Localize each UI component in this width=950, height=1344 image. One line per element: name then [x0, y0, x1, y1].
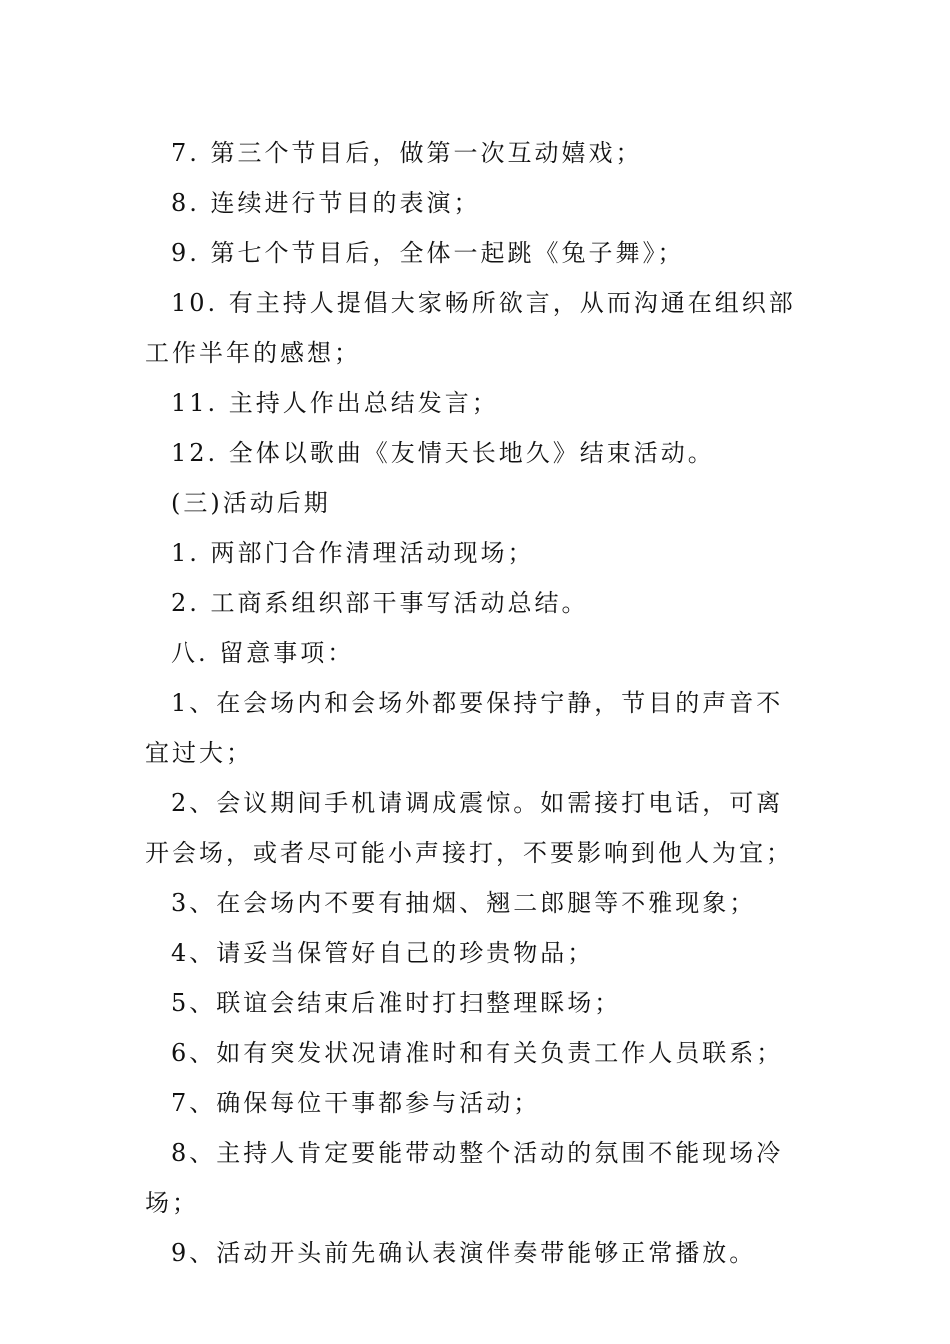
note-item-6: 6、如有突发状况请准时和有关负责工作人员联系； [171, 1039, 784, 1067]
note-item-7: 7、确保每位干事都参与活动； [171, 1089, 541, 1117]
section-heading-notes: 八. 留意事项： [171, 639, 355, 667]
note-item-3: 3、在会场内不要有抽烟、翘二郎腿等不雅现象； [171, 889, 757, 917]
paragraph-post-2: 2. 工商系组织部干事写活动总结。 [171, 589, 589, 617]
document-body [145, 128, 810, 1278]
section-heading-post-event: (三)活动后期 [171, 489, 331, 517]
note-item-5: 5、联谊会结束后准时打扫整理睬场； [171, 989, 622, 1017]
note-item-9: 9、活动开头前先确认表演伴奏带能够正常播放。 [171, 1239, 757, 1267]
note-item-8: 8、主持人肯定要能带动整个活动的氛围不能现场冷场； [145, 1139, 784, 1217]
paragraph-item-7: 7. 第三个节目后，做第一次互动嬉戏； [171, 139, 643, 167]
note-item-1: 1、在会场内和会场外都要保持宁静，节目的声音不宜过大； [145, 689, 784, 767]
paragraph-item-8: 8. 连续进行节目的表演； [171, 189, 481, 217]
paragraph-item-12: 12. 全体以歌曲《友情天长地久》结束活动。 [171, 439, 715, 467]
note-item-2: 2、会议期间手机请调成震惊。如需接打电话，可离开会场，或者尽可能小声接打，不要影响到他人为宜； [145, 789, 793, 867]
paragraph-item-10: 10. 有主持人提倡大家畅所欲言，从而沟通在组织部工作半年的感想； [145, 289, 796, 367]
paragraph-post-1: 1. 两部门合作清理活动现场； [171, 539, 535, 567]
paragraph-item-11: 11. 主持人作出总结发言； [171, 389, 499, 417]
note-item-4: 4、请妥当保管好自己的珍贵物品； [171, 939, 595, 967]
paragraph-item-9: 9. 第七个节目后，全体一起跳《兔子舞》； [171, 239, 685, 267]
